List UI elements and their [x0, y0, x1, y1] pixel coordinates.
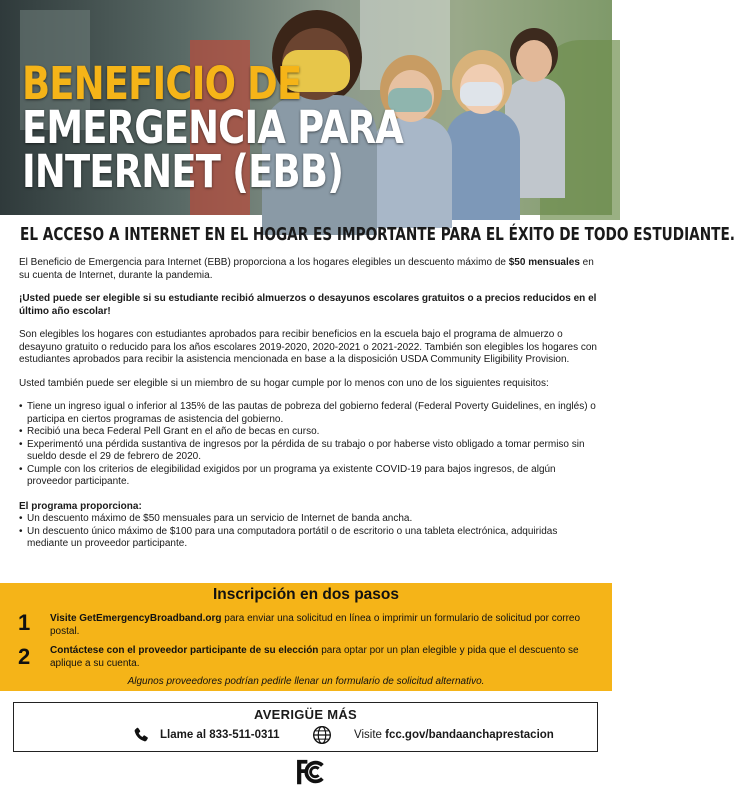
meals-notice: ¡Usted puede ser elegible si su estudiante recibió almuerzos o desayunos escolares gratuitos o a precios reducidos en el último año escolar!	[19, 293, 597, 317]
headline: EL ACCESO A INTERNET EN EL HOGAR ES IMPORTANTE PARA EL ÉXITO DE TODO ESTUDIANTE.	[20, 225, 735, 245]
step-text: para enviar una solicitud en línea o imprimir un formulario de solicitud por correo postal.	[50, 613, 581, 637]
steps-note: Algunos proveedores podrían pedirle llenar un formulario de solicitud alternativo.	[127, 676, 485, 687]
intro-amount: $50 mensuales	[508, 257, 580, 268]
list-item: • Cumple con los criterios de elegibilidad exigidos por un programa ya existente COVID-19 para bajos ingresos, de algún proveedor participante.	[19, 464, 601, 489]
intro-text: en su cuenta de Internet, durante la pandemia.	[19, 257, 594, 281]
program-list	[19, 513, 601, 551]
list-item: • Un descuento máximo de $50 mensuales para un servicio de Internet de banda ancha.	[19, 513, 601, 526]
fcc-logo	[294, 757, 332, 787]
website-link[interactable]	[354, 729, 554, 741]
step-text: para optar por un plan elegible y pida que el descuento se aplique a su cuenta.	[50, 645, 579, 669]
phone-icon	[132, 726, 150, 744]
hero-title	[22, 57, 404, 198]
enrollment-steps-box	[0, 583, 612, 691]
step-1-text	[50, 613, 605, 638]
step-2-lead: Contáctese con el proveedor participante de su elección	[50, 645, 319, 656]
program-heading: El programa proporciona:	[19, 500, 142, 512]
list-item: • Recibió una beca Federal Pell Grant en el año de becas en curso.	[19, 426, 601, 439]
step-2-text	[50, 645, 605, 670]
list-item: • Experimentó una pérdida sustantiva de ingresos por la pérdida de su trabajo o por haberse visto obligado a tomar permiso sin sueldo desde el 29 de febrero de 2020.	[19, 439, 601, 464]
steps-title: Inscripción en dos pasos	[212, 586, 400, 603]
more-info-box	[13, 702, 598, 752]
student-photo-face	[516, 40, 552, 82]
step-1-link[interactable]: Visite GetEmergencyBroadband.org	[50, 613, 222, 624]
hero-title-line: INTERNET (EBB)	[22, 145, 344, 198]
eligible-households-paragraph: Son elegibles los hogares con estudiantes aprobados para recibir beneficios en la escuela bajo el programa de almuerzo o desayuno gratuito o reducido para los años escolares 2019-2020, 2020-2021 o 2021-2022. También son elegibles los hogares con estudiantes aprobados para recibir la asistencia mencionada en base a la disposición USDA Community Eligibility Provision.	[19, 329, 597, 365]
visit-prefix: Visite	[354, 729, 386, 741]
list-item: • Un descuento único máximo de $100 para una computadora portátil o de escritorio o una tableta electrónica, adquiridas mediante un proveedor participante.	[19, 526, 601, 551]
hero-title-line: EMERGENCIA PARA	[22, 101, 404, 154]
intro-text: El Beneficio de Emergencia para Internet (EBB) proporciona a los hogares elegibles un descuento máximo de	[19, 257, 509, 268]
body-content	[19, 257, 601, 563]
requirements-list	[19, 401, 601, 489]
face-mask	[460, 82, 502, 106]
hero-banner	[0, 0, 612, 215]
student-photo-body	[446, 110, 520, 220]
phone-number[interactable]: Llame al 833-511-0311	[160, 729, 280, 741]
step-number: 2	[18, 644, 31, 669]
list-item: • Tiene un ingreso igual o inferior al 135% de las pautas de pobreza del gobierno federal (Federal Poverty Guidelines, en inglés) o participa en ciertos programas de asistencia del gobierno.	[19, 401, 601, 426]
more-info-title: AVERIGÜE MÁS	[253, 707, 358, 722]
also-eligible-paragraph: Usted también puede ser elegible si un miembro de su hogar cumple por lo menos con uno de los siguientes requisitos:	[19, 377, 549, 389]
globe-icon	[312, 725, 332, 745]
website-url[interactable]: fcc.gov/bandaanchaprestacion	[385, 729, 554, 741]
hero-title-line: BENEFICIO DE	[22, 57, 302, 110]
intro-paragraph	[19, 257, 601, 282]
step-number: 1	[18, 610, 31, 635]
